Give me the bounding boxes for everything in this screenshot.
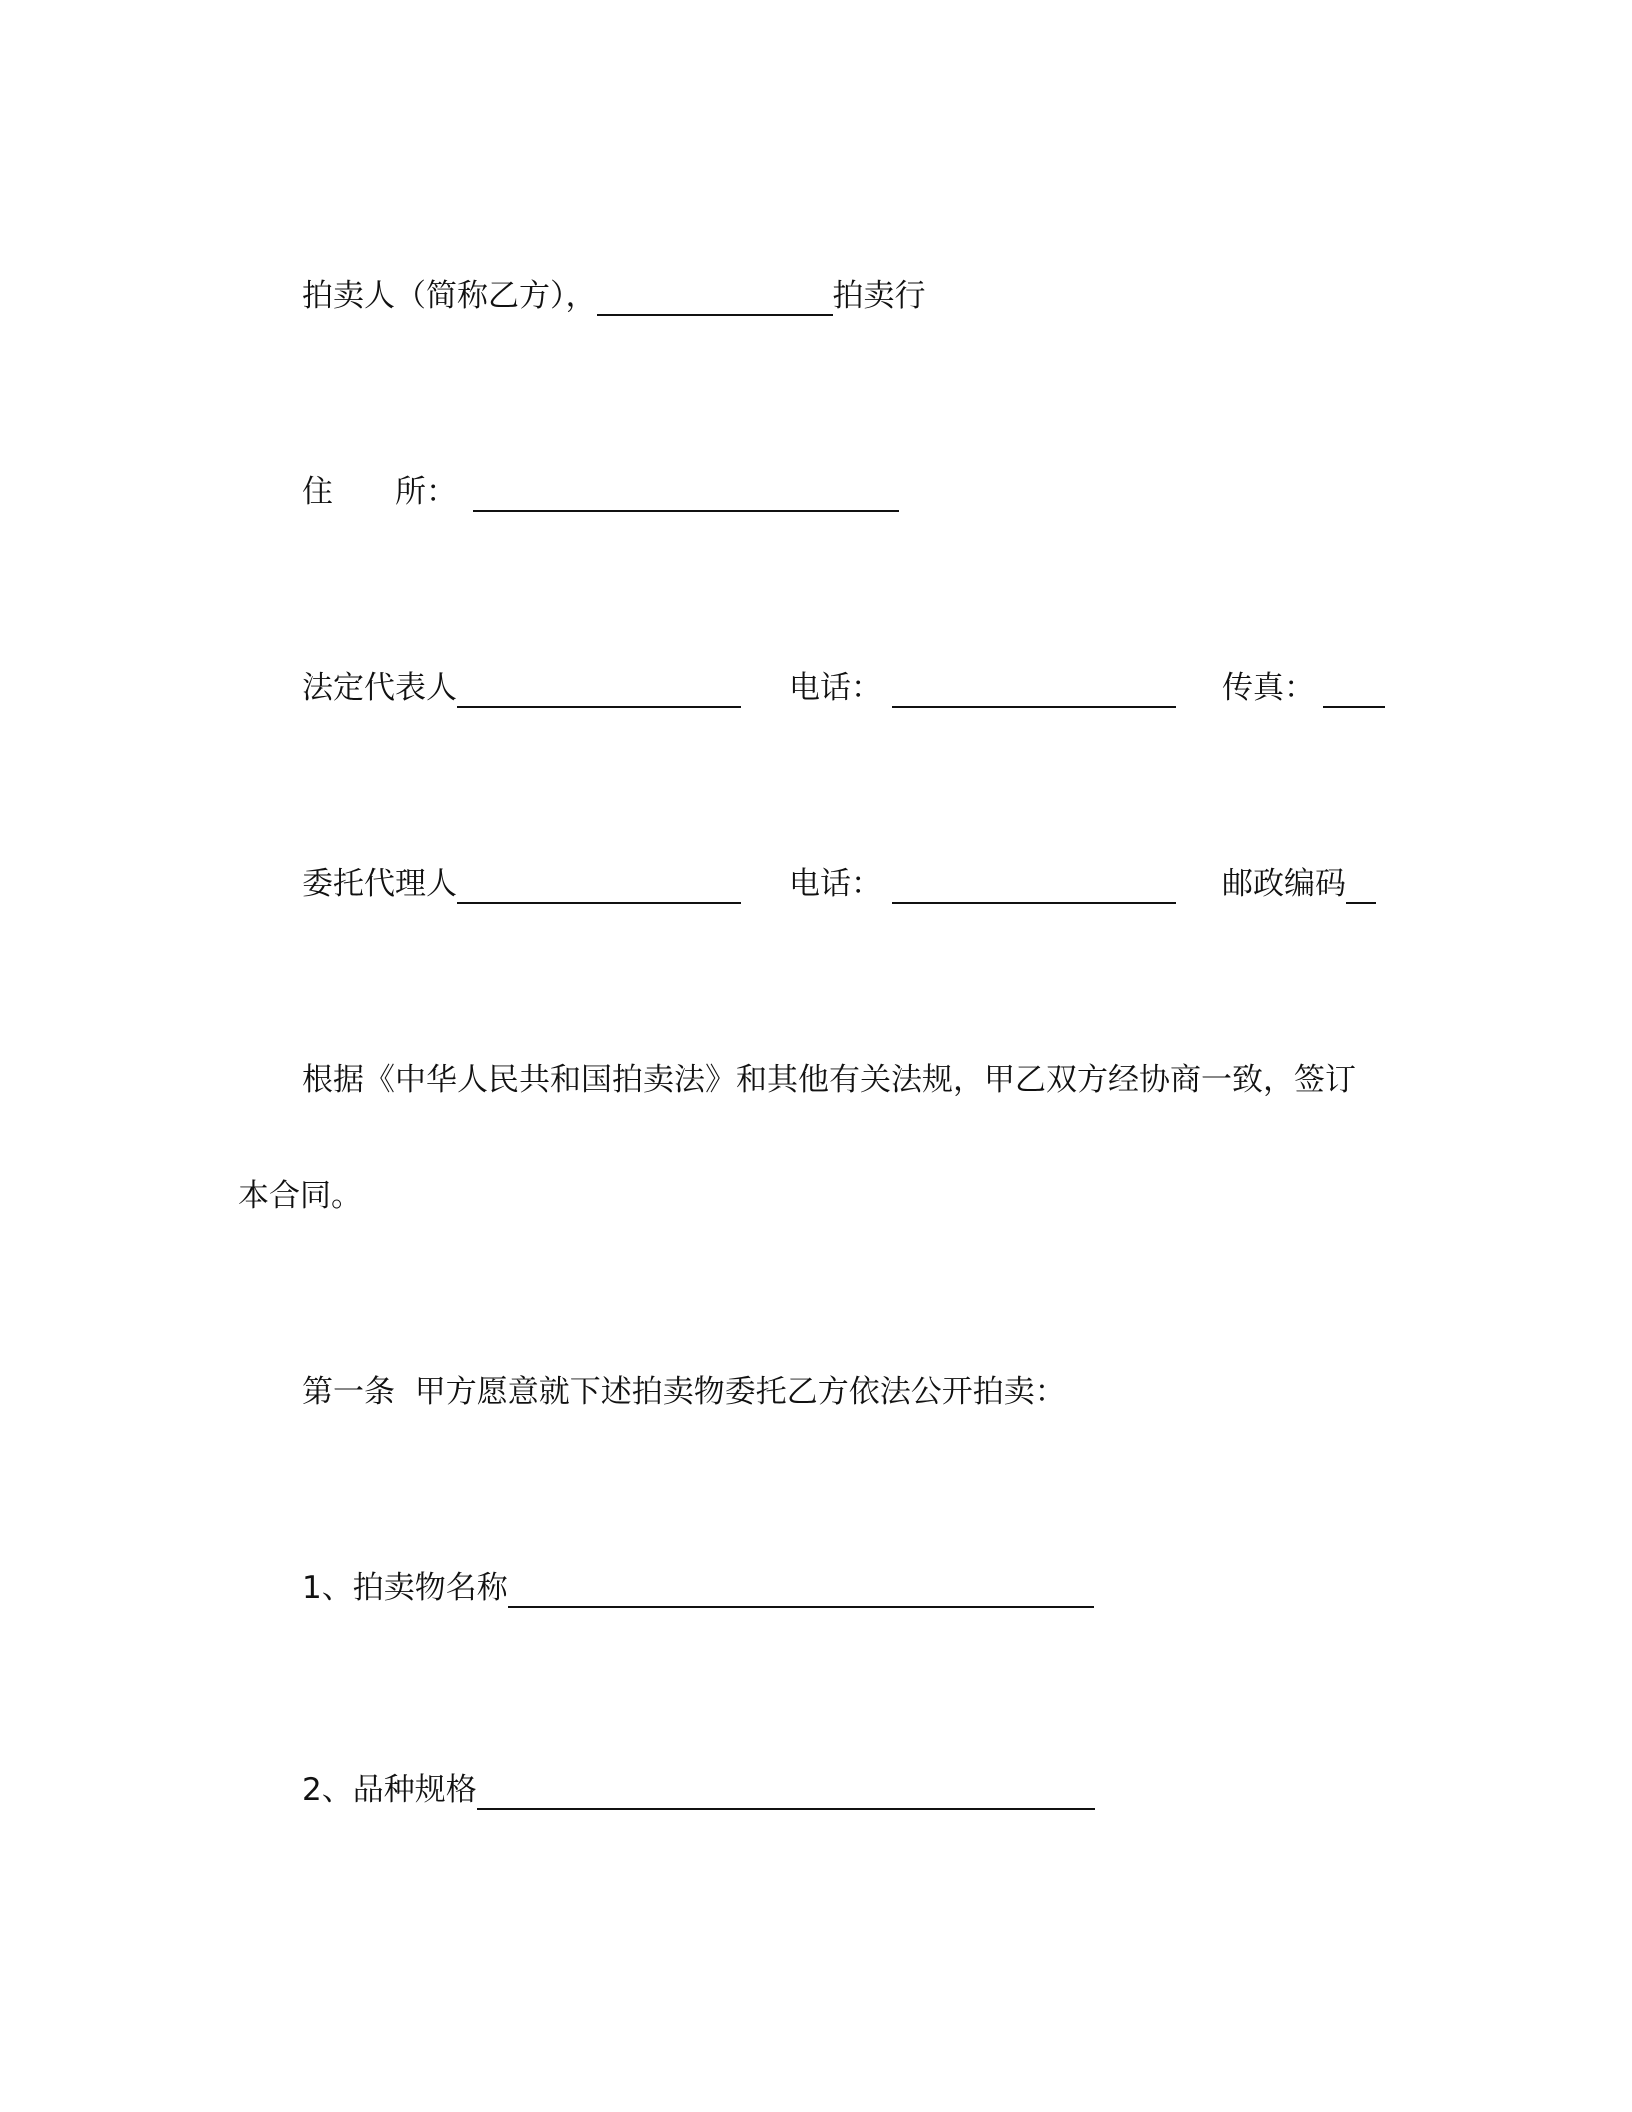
agent-postcode-label: 邮政编码	[1222, 866, 1346, 902]
agent-phone-blank[interactable]	[892, 868, 1176, 904]
item-1-line	[302, 1568, 1094, 1608]
address-blank[interactable]	[473, 476, 899, 512]
preamble-line-1	[302, 1060, 1356, 1100]
address-line	[302, 472, 899, 512]
item-2-blank[interactable]	[477, 1774, 1095, 1810]
item-2-label: 2、品种规格	[302, 1772, 477, 1808]
item-2-line	[302, 1770, 1095, 1810]
legal-rep-label: 法定代表人	[302, 670, 457, 706]
preamble-line-2	[238, 1176, 362, 1216]
legal-rep-phone-blank[interactable]	[892, 672, 1176, 708]
preamble-text-1: 根据《中华人民共和国拍卖法》和其他有关法规，甲乙双方经协商一致，签订	[302, 1062, 1356, 1098]
agent-blank[interactable]	[457, 868, 741, 904]
article-1-line	[302, 1372, 1066, 1412]
legal-rep-line	[302, 668, 1385, 708]
item-1-blank[interactable]	[508, 1572, 1094, 1608]
preamble-text-2: 本合同。	[238, 1178, 362, 1214]
address-label-part2: 所：	[395, 474, 457, 510]
agent-label: 委托代理人	[302, 866, 457, 902]
agent-postcode-blank[interactable]	[1346, 868, 1376, 904]
item-1-label: 1、拍卖物名称	[302, 1570, 508, 1606]
auctioneer-label: 拍卖人（简称乙方），	[302, 278, 597, 314]
auctioneer-suffix: 拍卖行	[832, 278, 926, 314]
legal-rep-fax-label: 传真：	[1222, 670, 1315, 706]
agent-line	[302, 864, 1376, 904]
legal-rep-fax-blank[interactable]	[1323, 672, 1385, 708]
article-1-text: 第一条 甲方愿意就下述拍卖物委托乙方依法公开拍卖：	[302, 1374, 1066, 1410]
auctioneer-name-blank[interactable]	[597, 280, 833, 316]
auctioneer-line	[302, 276, 926, 316]
legal-rep-blank[interactable]	[457, 672, 741, 708]
address-label-part1: 住	[302, 474, 333, 510]
agent-phone-label: 电话：	[789, 866, 882, 902]
legal-rep-phone-label: 电话：	[789, 670, 882, 706]
